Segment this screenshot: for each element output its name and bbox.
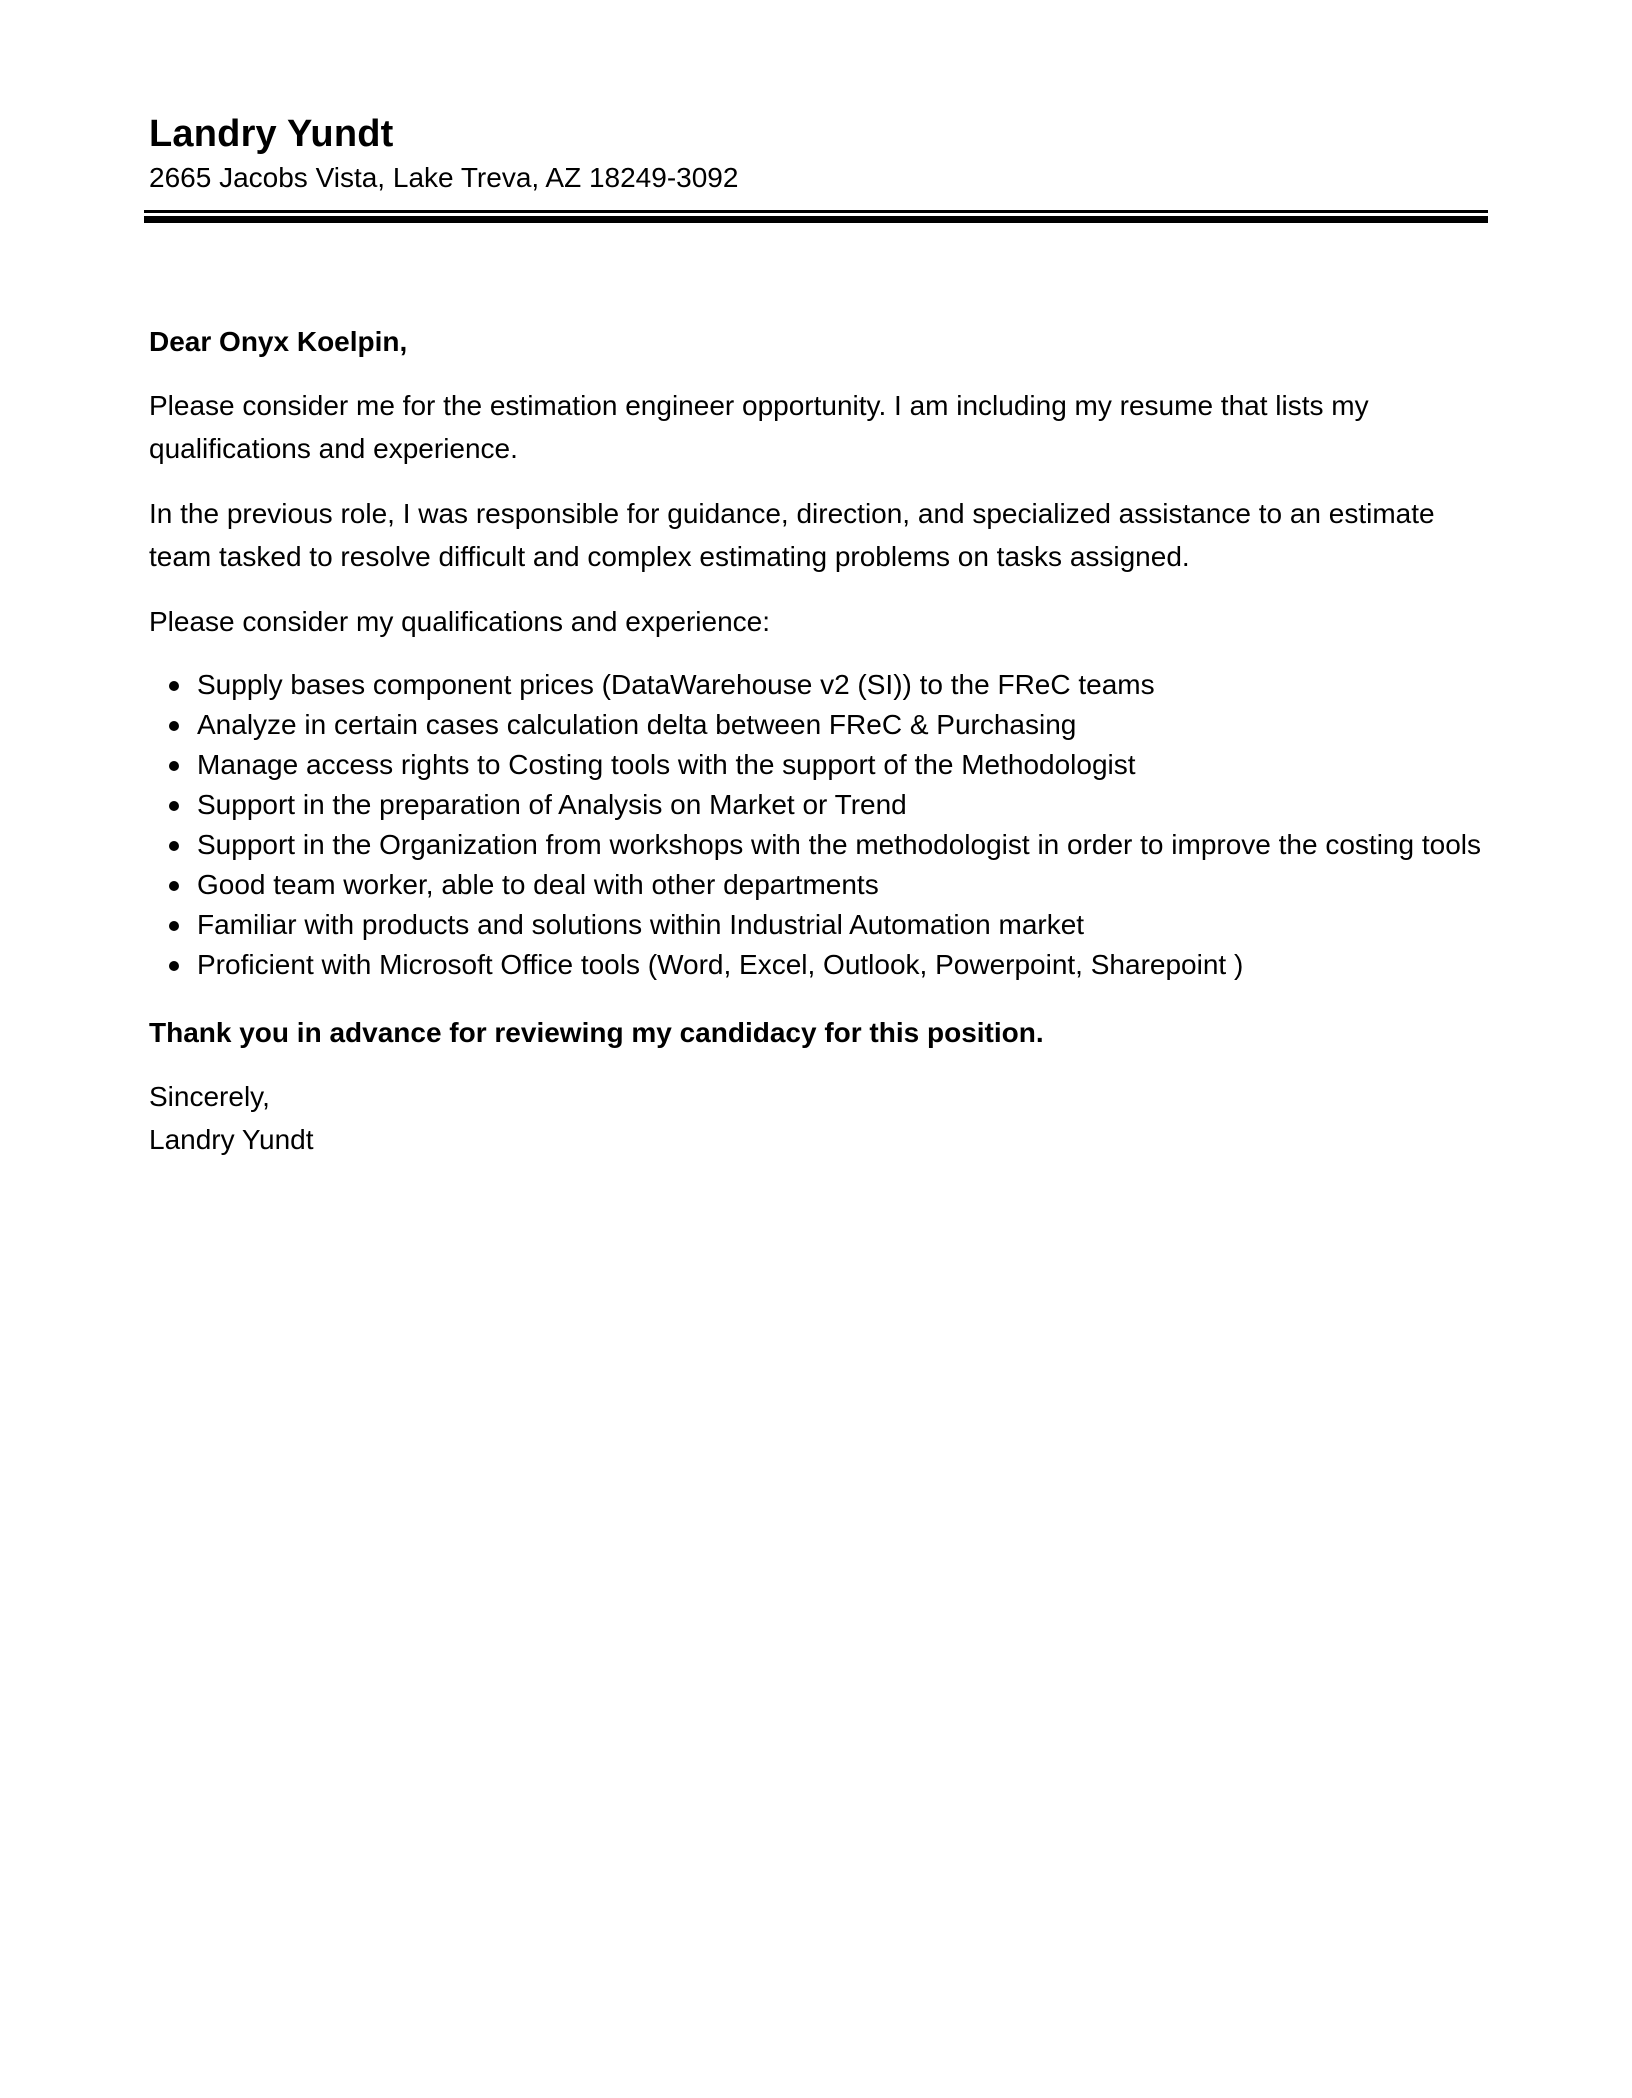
list-item: Supply bases component prices (DataWarehouse v2 (SI)) to the FReC teams [149, 665, 1483, 705]
bullet-icon [169, 961, 179, 971]
list-item: Familiar with products and solutions within Industrial Automation market [149, 905, 1483, 945]
header-divider-thick [144, 216, 1488, 223]
header-divider [144, 210, 1488, 223]
sender-name: Landry Yundt [149, 113, 394, 155]
bullet-icon [169, 841, 179, 851]
paragraph-qualifications-lead: Please consider my qualifications and experience: [149, 606, 771, 637]
list-item: Support in the Organization from workshops with the methodologist in order to improve the costing tools [149, 825, 1483, 865]
sender-address: 2665 Jacobs Vista, Lake Treva, AZ 18249-3092 [149, 162, 739, 193]
salutation: Dear Onyx Koelpin, [149, 326, 408, 357]
signature-name: Landry Yundt [149, 1124, 314, 1155]
qualifications-list [149, 665, 1483, 985]
bullet-icon [169, 881, 179, 891]
list-item: Good team worker, able to deal with other departments [149, 865, 1483, 905]
bullet-icon [169, 921, 179, 931]
paragraph-previous-role: In the previous role, I was responsible for guidance, direction, and specialized assistance to an estimate team tasked to resolve difficult and complex estimating problems on tasks assigned. [149, 498, 1435, 572]
list-item: Proficient with Microsoft Office tools (Word, Excel, Outlook, Powerpoint, Sharepoint ) [149, 945, 1483, 985]
list-item: Support in the preparation of Analysis on Market or Trend [149, 785, 1483, 825]
letter-body [149, 320, 1483, 1161]
list-item: Analyze in certain cases calculation delta between FReC & Purchasing [149, 705, 1483, 745]
letter-page [149, 110, 1483, 1155]
list-item: Manage access rights to Costing tools with the support of the Methodologist [149, 745, 1483, 785]
bullet-icon [169, 801, 179, 811]
signoff: Sincerely, [149, 1081, 270, 1112]
bullet-icon [169, 721, 179, 731]
bullet-icon [169, 681, 179, 691]
paragraph-intro: Please consider me for the estimation engineer opportunity. I am including my resume that lists my qualifications and experience. [149, 390, 1369, 464]
bullet-icon [169, 761, 179, 771]
closing-statement: Thank you in advance for reviewing my candidacy for this position. [149, 1017, 1044, 1048]
